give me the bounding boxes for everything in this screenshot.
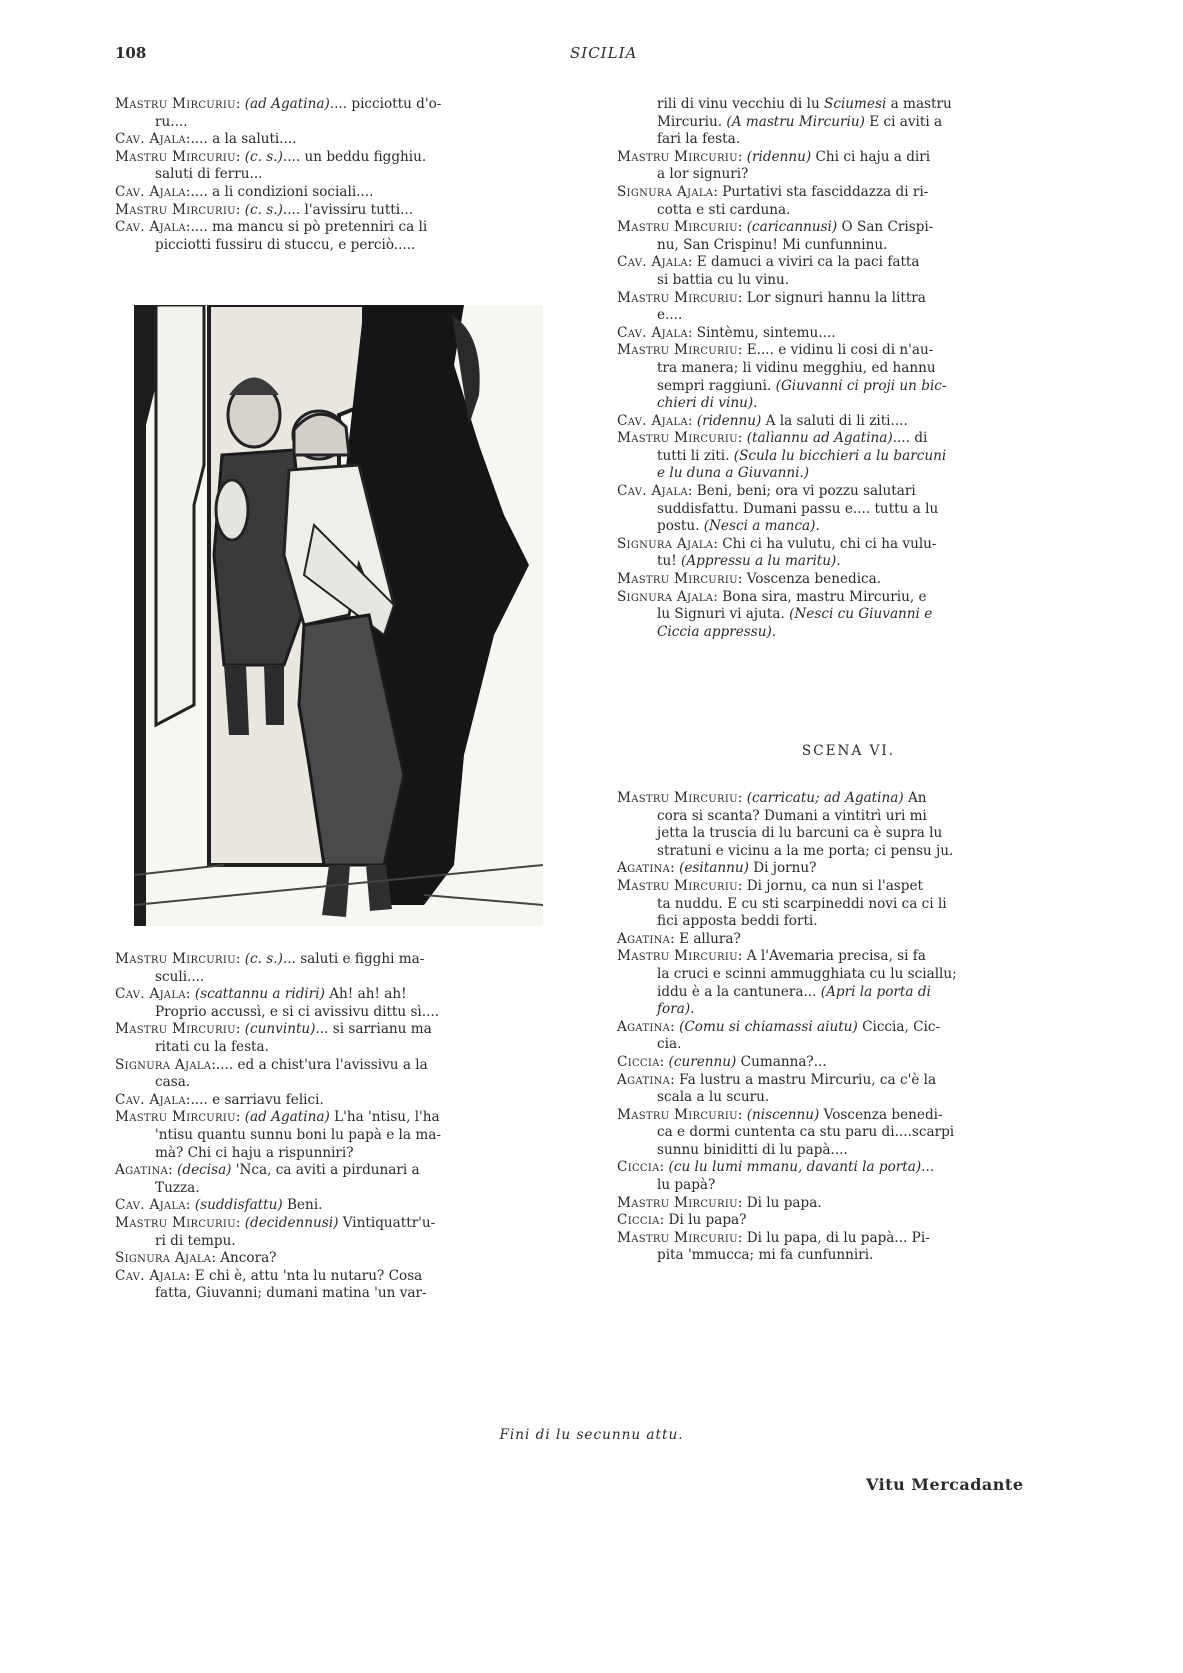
dialogue-text: tra manera; li vidinu megghiu, ed hannu xyxy=(657,359,936,376)
speaker-name: Cav. Ajala xyxy=(617,254,688,271)
speaker-name: Agatina xyxy=(617,860,671,877)
speaker-separator: : xyxy=(737,148,747,165)
dialogue-text: picciotti fussiru di stuccu, e perciò..... xyxy=(155,236,416,253)
text-line xyxy=(115,1127,595,1145)
stage-direction: (Nesci a manca) xyxy=(703,518,816,535)
right-column-top xyxy=(617,96,1080,641)
text-line xyxy=(115,96,595,114)
text-line xyxy=(617,843,1080,861)
speaker-separator: : xyxy=(670,1018,680,1035)
dialogue-text: Ah! ah! ah! xyxy=(324,986,407,1003)
dialogue-text: tutti li ziti. xyxy=(657,447,734,464)
text-line xyxy=(617,948,1080,966)
stage-direction: (talìannu ad Agatina) xyxy=(746,430,893,447)
speaker-name: Signura Ajala xyxy=(617,588,714,605)
text-line xyxy=(617,1159,1080,1177)
dialogue-text: ... si sarrianu ma xyxy=(315,1021,432,1038)
text-line xyxy=(115,114,595,132)
speaker-name: Ciccia xyxy=(617,1212,660,1229)
dialogue-text: saluti di ferru... xyxy=(155,166,263,183)
stage-direction: (curennu) xyxy=(668,1053,737,1070)
dialogue-text-tail: . xyxy=(753,395,758,412)
text-line xyxy=(115,131,595,149)
stage-direction: (ad Agatina) xyxy=(244,1109,330,1126)
dialogue-text: : Di lu papa? xyxy=(659,1212,747,1229)
author-signature: Vitu Mercadante xyxy=(866,1475,1024,1494)
text-line xyxy=(617,307,1080,325)
text-line xyxy=(115,1233,595,1251)
dialogue-text: .... picciottu d'o- xyxy=(329,96,442,112)
stage-direction: fora) xyxy=(657,1001,691,1018)
text-line xyxy=(115,1162,595,1180)
speaker-name: Mastru Mircuriu xyxy=(617,1229,738,1246)
text-line xyxy=(617,1001,1080,1019)
text-line xyxy=(115,1197,595,1215)
text-line xyxy=(115,1021,595,1039)
dialogue-text: : E allura? xyxy=(670,930,741,947)
text-line xyxy=(617,896,1080,914)
text-line xyxy=(115,951,595,969)
dialogue-text: ... xyxy=(921,1159,935,1176)
speaker-name: Signura Ajala xyxy=(115,1056,212,1073)
dialogue-text: ca e dormi cuntenta ca stu paru di....scarpi xyxy=(657,1124,955,1141)
dialogue-text: : E.... e vidinu li cosi di n'au- xyxy=(737,342,934,359)
text-line xyxy=(115,202,595,220)
stage-direction: (decisa) xyxy=(177,1162,232,1179)
speaker-separator: : xyxy=(737,1106,747,1123)
text-line xyxy=(617,1212,1080,1230)
text-line xyxy=(115,1092,595,1110)
text-line xyxy=(115,1215,595,1233)
speaker-name: Mastru Mircuriu xyxy=(115,201,236,218)
running-title: SICILIA xyxy=(570,44,638,62)
stage-direction: e lu duna a Giuvanni.) xyxy=(657,465,810,482)
speaker-separator: : xyxy=(737,430,747,447)
dialogue-text: Cumanna?... xyxy=(736,1053,827,1070)
stage-direction: (cunvintu) xyxy=(244,1021,316,1038)
text-line xyxy=(617,825,1080,843)
dialogue-text: Di jornu? xyxy=(748,860,817,877)
dialogue-text: lu Signuri vi ajuta. xyxy=(657,606,790,623)
dialogue-text: An xyxy=(903,790,927,806)
stage-direction: (niscennu) xyxy=(746,1106,820,1123)
dialogue-text: : Di jornu, ca nun si l'aspet xyxy=(737,877,923,894)
text-line xyxy=(617,1195,1080,1213)
stage-direction: (Apri la porta di xyxy=(820,983,931,1000)
dialogue-text: Proprio accussì, e si ci avissivu dittu sì.... xyxy=(155,1003,440,1020)
speaker-separator: : xyxy=(670,860,680,877)
speaker-separator: : xyxy=(235,1109,245,1126)
text-line xyxy=(617,860,1080,878)
dialogue-text: ta nuddu. E cu sti scarpineddi novi ca ci li xyxy=(657,895,947,912)
stage-direction: (decidennusi) xyxy=(244,1214,339,1231)
speaker-name: Mastru Mircuriu xyxy=(617,877,738,894)
speaker-name: Mastru Mircuriu xyxy=(115,1021,236,1038)
dialogue-text: :.... a la saluti.... xyxy=(185,131,297,148)
dialogue-text-tail: a mastru xyxy=(886,96,952,112)
left-column-bottom xyxy=(115,951,595,1303)
speaker-name: Mastru Mircuriu xyxy=(115,96,236,112)
dialogue-text: : Chi ci ha vulutu, chi ci ha vulu- xyxy=(713,535,937,552)
dialogue-text: scala a lu scuru. xyxy=(657,1089,770,1106)
speaker-name: Mastru Mircuriu xyxy=(617,1106,738,1123)
speaker-separator: : xyxy=(185,1197,195,1214)
dialogue-text: stratuni e vicinu a la me porta; ci pensu ju. xyxy=(657,842,954,859)
text-line xyxy=(617,413,1080,431)
text-line xyxy=(617,254,1080,272)
illustration xyxy=(134,305,543,926)
speaker-name: Agatina xyxy=(115,1162,169,1179)
stage-direction: (Comu si chiamassi aiutu) xyxy=(679,1018,858,1035)
dialogue-text: fari la festa. xyxy=(657,131,741,148)
dialogue-text: : A l'Avemaria precisa, si fa xyxy=(737,948,926,965)
text-line xyxy=(115,1145,595,1163)
speaker-name: Agatina xyxy=(617,930,671,947)
dialogue-text: casa. xyxy=(155,1074,191,1091)
act-end-line: Fini di lu secunnu attu. xyxy=(499,1427,684,1443)
speaker-name: Signura Ajala xyxy=(617,183,714,200)
speaker-name: Cav. Ajala xyxy=(115,183,186,200)
text-line xyxy=(115,1004,595,1022)
text-line xyxy=(617,1247,1080,1265)
text-line xyxy=(115,986,595,1004)
dialogue-text: sunnu biniditti di lu papà.... xyxy=(657,1141,848,1158)
dialogue-text: suddisfattu. Dumani passu e.... tuttu a lu xyxy=(657,500,939,517)
stage-direction: (Giuvanni ci proji un bic- xyxy=(775,377,947,394)
dialogue-text: jetta la truscia di lu barcuni ca è supra lu xyxy=(657,825,943,842)
text-line xyxy=(617,984,1080,1002)
speaker-name: Signura Ajala xyxy=(617,535,714,552)
speaker-name: Mastru Mircuriu xyxy=(617,148,738,165)
page-header xyxy=(115,44,1075,68)
dialogue-text: .... di xyxy=(892,430,928,447)
stage-direction: (Scula lu bicchieri a lu barcuni xyxy=(733,447,947,464)
dialogue-text: :.... ed a chist'ura l'avissivu a la xyxy=(211,1056,428,1073)
text-line xyxy=(617,166,1080,184)
text-line xyxy=(617,272,1080,290)
stage-direction: (c. s.) xyxy=(244,148,283,165)
stage-direction: (c. s.) xyxy=(244,201,283,218)
speaker-name: Cav. Ajala xyxy=(115,1197,186,1214)
dialogue-text: Vintiquattr'u- xyxy=(338,1214,436,1231)
text-line xyxy=(617,465,1080,483)
dialogue-text: mà? Chi ci haju a rispunniri? xyxy=(155,1144,354,1161)
stage-direction: (ridennu) xyxy=(696,412,762,429)
text-line xyxy=(115,1074,595,1092)
speaker-name: Agatina xyxy=(617,1018,671,1035)
speaker-separator: : xyxy=(235,1021,245,1038)
dialogue-text: : Lor signuri hannu la littra xyxy=(737,289,926,306)
speaker-name: Mastru Mircuriu xyxy=(617,790,738,806)
text-line xyxy=(617,378,1080,396)
text-line xyxy=(617,1107,1080,1125)
dialogue-text: Ciccia, Cic- xyxy=(857,1018,941,1035)
text-line xyxy=(115,1109,595,1127)
dialogue-text: fici apposta beddi forti. xyxy=(657,913,818,930)
text-line xyxy=(617,202,1080,220)
text-line xyxy=(115,1285,595,1303)
speaker-name: Mastru Mircuriu xyxy=(115,148,236,165)
text-line xyxy=(617,518,1080,536)
dialogue-text: : Beni, beni; ora vi pozzu salutari xyxy=(687,483,916,500)
dialogue-text: :.... e sarriavu felici. xyxy=(185,1091,324,1108)
dialogue-text: : Bona sira, mastru Mircuriu, e xyxy=(713,588,927,605)
speaker-name: Cav. Ajala xyxy=(115,986,186,1003)
text-line xyxy=(617,219,1080,237)
text-line xyxy=(617,360,1080,378)
stage-direction: (caricannusi) xyxy=(746,219,838,236)
stage-direction: (esitannu) xyxy=(679,860,749,877)
text-line xyxy=(115,969,595,987)
speaker-name: Cav. Ajala xyxy=(617,324,688,341)
text-line xyxy=(617,114,1080,132)
text-line xyxy=(617,1124,1080,1142)
dialogue-text: : E damuci a viviri ca la paci fatta xyxy=(687,254,920,271)
dialogue-text-tail: . xyxy=(690,1001,695,1018)
speaker-name: Signura Ajala xyxy=(115,1250,212,1267)
dialogue-text: .... l'avissiru tutti... xyxy=(282,201,414,218)
speaker-separator: : xyxy=(168,1162,178,1179)
dialogue-text: O San Crispi- xyxy=(837,219,934,236)
speaker-name: Cav. Ajala xyxy=(115,131,186,148)
text-line xyxy=(617,624,1080,642)
scene-heading: SCENA VI. xyxy=(801,743,896,759)
text-line xyxy=(617,790,1080,808)
text-line xyxy=(617,1036,1080,1054)
dialogue-text: : E chi è, attu 'nta lu nutaru? Cosa xyxy=(185,1267,423,1284)
stage-direction: Sciumesi xyxy=(824,96,887,112)
stage-direction: (ridennu) xyxy=(746,148,812,165)
dialogue-text: Voscenza benedi- xyxy=(819,1106,943,1123)
dialogue-text: : Voscenza benedica. xyxy=(737,571,882,588)
text-line xyxy=(617,290,1080,308)
dialogue-text: : Sintèmu, sintemu.... xyxy=(687,324,836,341)
dialogue-text: A la saluti di li ziti.... xyxy=(761,412,908,429)
text-line xyxy=(617,1230,1080,1248)
text-line xyxy=(617,1072,1080,1090)
text-line xyxy=(115,166,595,184)
text-line xyxy=(617,913,1080,931)
text-line xyxy=(617,184,1080,202)
text-line xyxy=(617,553,1080,571)
text-line xyxy=(617,483,1080,501)
text-line xyxy=(617,878,1080,896)
text-line xyxy=(617,448,1080,466)
text-line xyxy=(617,1142,1080,1160)
dialogue-text: .... un beddu figghiu. xyxy=(282,148,427,165)
dialogue-text: cia. xyxy=(657,1036,682,1053)
text-line xyxy=(617,589,1080,607)
speaker-name: Ciccia xyxy=(617,1053,660,1070)
text-line xyxy=(617,430,1080,448)
dialogue-text: fatta, Giuvanni; dumani matina 'un var- xyxy=(155,1285,427,1302)
stage-direction: (ad Agatina) xyxy=(244,96,330,112)
illustration-drawing xyxy=(134,305,543,926)
stage-direction: Ciccia appressu) xyxy=(657,623,772,640)
speaker-name: Mastru Mircuriu xyxy=(115,951,236,967)
speaker-name: Mastru Mircuriu xyxy=(115,1109,236,1126)
stage-direction: (carricatu; ad Agatina) xyxy=(746,790,904,806)
text-line xyxy=(115,1250,595,1268)
dialogue-text: : Di lu papa. xyxy=(737,1194,822,1211)
speaker-separator: : xyxy=(235,96,245,112)
dialogue-text: cotta e sti carduna. xyxy=(657,201,791,218)
left-column-top xyxy=(115,96,595,254)
speaker-name: Cav. Ajala xyxy=(115,1267,186,1284)
speaker-name: Ciccia xyxy=(617,1159,660,1176)
speaker-name: Mastru Mircuriu xyxy=(617,219,738,236)
text-line xyxy=(115,1039,595,1057)
dialogue-text: : Di lu papa, di lu papà... Pi- xyxy=(737,1229,930,1246)
text-line xyxy=(617,501,1080,519)
page-number: 108 xyxy=(115,44,147,62)
text-line xyxy=(617,342,1080,360)
speaker-name: Cav. Ajala xyxy=(617,483,688,500)
text-line xyxy=(115,149,595,167)
speaker-name: Mastru Mircuriu xyxy=(617,342,738,359)
right-column-bottom xyxy=(617,790,1080,1265)
speaker-name: Mastru Mircuriu xyxy=(617,948,738,965)
dialogue-text: ... saluti e figghi ma- xyxy=(282,951,425,967)
speaker-separator: : xyxy=(235,201,245,218)
dialogue-text: L'ha 'ntisu, l'ha xyxy=(329,1109,440,1126)
speaker-name: Cav. Ajala xyxy=(115,219,186,236)
speaker-separator: : xyxy=(737,790,747,806)
dialogue-text: a lor signuri? xyxy=(657,166,749,183)
text-line xyxy=(617,149,1080,167)
speaker-name: Mastru Mircuriu xyxy=(617,289,738,306)
text-line xyxy=(115,184,595,202)
dialogue-text: tu! xyxy=(657,553,682,570)
text-line xyxy=(617,606,1080,624)
text-line xyxy=(115,219,595,237)
text-line xyxy=(617,1019,1080,1037)
dialogue-text: :.... ma mancu si pò pretenniri ca li xyxy=(185,219,428,236)
speaker-name: Mastru Mircuriu xyxy=(115,1214,236,1231)
dialogue-text: ritati cu la festa. xyxy=(155,1038,269,1055)
dialogue-text: postu. xyxy=(657,518,704,535)
dialogue-text: : Ancora? xyxy=(211,1250,277,1267)
stage-direction: (scattannu a ridiri) xyxy=(194,986,325,1003)
stage-direction: (A mastru Mircuriu) xyxy=(726,113,865,130)
dialogue-text: 'Nca, ca aviti a pirdunari a xyxy=(231,1162,420,1179)
dialogue-text: ri di tempu. xyxy=(155,1232,236,1249)
speaker-name: Agatina xyxy=(617,1071,671,1088)
stage-direction: (Nesci cu Giuvanni e xyxy=(789,606,933,623)
text-line xyxy=(617,395,1080,413)
speaker-name: Cav. Ajala xyxy=(115,1091,186,1108)
speaker-separator: : xyxy=(737,219,747,236)
dialogue-text: sempri raggiuni. xyxy=(657,377,776,394)
dialogue-text: 'ntisu quantu sunnu boni lu papà e la ma- xyxy=(155,1126,441,1143)
dialogue-text: Beni. xyxy=(282,1197,323,1214)
speaker-separator: : xyxy=(235,1214,245,1231)
speaker-separator: : xyxy=(659,1159,669,1176)
dialogue-text: nu, San Crispinu! Mi cunfunninu. xyxy=(657,236,888,253)
text-line xyxy=(617,131,1080,149)
dialogue-text: Mircuriu. xyxy=(657,113,727,130)
text-line xyxy=(617,571,1080,589)
dialogue-text: pita 'mmucca; mi fa cunfunniri. xyxy=(657,1247,874,1264)
dialogue-text-tail: . xyxy=(771,623,777,640)
text-line xyxy=(617,931,1080,949)
stage-direction: (cu lu lumi mmanu, davanti la porta) xyxy=(668,1159,922,1176)
stage-direction: (Appressu a lu maritu) xyxy=(681,553,837,570)
text-line xyxy=(617,808,1080,826)
dialogue-text: si battia cu lu vinu. xyxy=(657,271,790,288)
dialogue-text: Tuzza. xyxy=(155,1179,200,1196)
text-line xyxy=(115,237,595,255)
speaker-separator: : xyxy=(235,148,245,165)
dialogue-text-tail: . xyxy=(836,553,841,570)
dialogue-text: ru.... xyxy=(155,113,188,130)
text-line xyxy=(617,96,1080,114)
dialogue-text: cora si scanta? Dumani a vintitrì uri mi xyxy=(657,807,927,824)
speaker-name: Cav. Ajala xyxy=(617,412,688,429)
speaker-name: Mastru Mircuriu xyxy=(617,1194,738,1211)
speaker-separator: : xyxy=(185,986,195,1003)
dialogue-text: sculi.... xyxy=(155,968,205,985)
text-line xyxy=(617,237,1080,255)
speaker-separator: : xyxy=(687,412,697,429)
speaker-name: Mastru Mircuriu xyxy=(617,430,738,447)
text-line xyxy=(115,1057,595,1075)
dialogue-text: iddu è a la cantunera... xyxy=(657,983,821,1000)
dialogue-text: Chi ci haju a diri xyxy=(811,148,931,165)
speaker-name: Mastru Mircuriu xyxy=(617,571,738,588)
dialogue-text: : Fa lustru a mastru Mircuriu, ca c'è la xyxy=(670,1071,937,1088)
speaker-separator: : xyxy=(659,1053,669,1070)
dialogue-text: rili di vinu vecchiu di lu xyxy=(657,96,825,112)
text-line xyxy=(617,325,1080,343)
stage-direction: chieri di vinu) xyxy=(657,395,754,412)
dialogue-text: la cruci e scinni ammugghiata cu lu sciallu; xyxy=(657,965,957,982)
dialogue-text: lu papà? xyxy=(657,1177,716,1194)
text-line xyxy=(617,1177,1080,1195)
dialogue-text: e.... xyxy=(657,307,683,324)
text-line xyxy=(617,1054,1080,1072)
text-line xyxy=(115,1180,595,1198)
text-line xyxy=(617,536,1080,554)
dialogue-text: :.... a li condizioni sociali.... xyxy=(185,183,374,200)
stage-direction: (c. s.) xyxy=(244,951,283,967)
speaker-separator: : xyxy=(235,951,245,967)
stage-direction: (suddisfattu) xyxy=(194,1197,283,1214)
dialogue-text-tail: . xyxy=(815,518,820,535)
dialogue-text-tail: E ci aviti a xyxy=(864,113,943,130)
dialogue-text: : Purtativi sta fasciddazza di ri- xyxy=(713,183,929,200)
text-line xyxy=(617,1089,1080,1107)
text-line xyxy=(115,1268,595,1286)
text-line xyxy=(617,966,1080,984)
